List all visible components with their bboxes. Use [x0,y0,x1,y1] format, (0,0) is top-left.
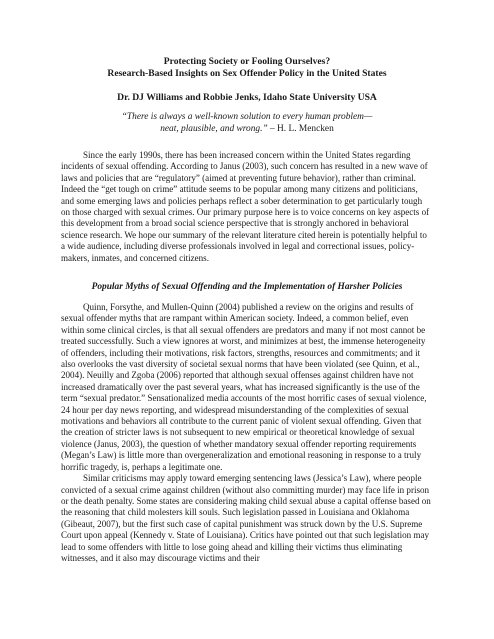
epigraph [60,112,434,135]
document-title [60,56,434,79]
epigraph-quote-end: neat, plausible, and wrong.” [160,123,268,134]
epigraph-line-1: “There is always a well-known solution to every human problem— [121,112,373,122]
section-heading: Popular Myths of Sexual Offending and the Implementation of Harsher Policies [91,282,403,292]
intro-paragraph: Since the early 1990s, there has been increased concern within the United States regarding incidents of sexual offending. According to Janus (2003), such concern has resulted in a new wave of laws and policies that are “regulatory” (aimed at preventing future behavior), rather than criminal. Indeed the “get tough on crime” attitude seems to be popular among many citizens and politicians, and some emerging laws and policies perhaps reflect a sober determination to get particularly tough on those charged with sexual crimes. Our primary purpose here is to voice concerns on key aspects of this development from a broad social science perspective that is strongly anchored in behavioral science research. We hope our summary of the relevant literature cited herein is potentially helpful to a wide audience, including diverse professionals involved in legal and correctional issues, policy-makers, inmates, and concerned citizens. [61,150,430,263]
epigraph-line-2 [60,124,434,136]
epigraph-attribution: – H. L. Mencken [267,123,334,134]
section-paragraph-2: Similar criticisms may apply toward emerging sentencing laws (Jessica’s Law), where people convicted of a sexual crime against children (without also committing murder) may face life in prison or the death penalty. Some states are considering making child sexual abuse a capital offense based on the reasoning that child molesters kill souls. Such legislation passed in Louisiana and Oklahoma (Gibeaut, 2007), but the first such case of capital punishment was struck down by the U.S. Supreme Court upon appeal (Kennedy v. State of Louisiana). Critics have pointed out that such legislation may lead to some offenders with little to lose going ahead and killing their victims thus eliminating witnesses, and it also may discourage victims and their [61,473,431,563]
intro-paragraph-block [61,150,433,264]
title-line-2: Research-Based Insights on Sex Offender Policy in the United States [107,67,387,79]
section-paragraph-1: Quinn, Forsythe, and Mullen-Quinn (2004) published a review on the origins and results of sexual offender myths that are rampant within American society. Indeed, a common belief, even within some clinical circles, is that all sexual offenders are predators and many if not most cannot be treated successfully. Such a view ignores at worst, and minimizes at best, the immense heterogeneity of offenders, including their motivations, risk factors, strengths, resources and commitments; and it also overlooks the vast diversity of societal sexual norms that have been violated (see Quinn, et al., 2004). Neuilly and Zgoba (2006) reported that although sexual offenses against children have not increased dramatically over the past several years, what has increased significantly is the use of the term “sexual predator.” Sensationalized media accounts of the most horrific cases of sexual violence, 24 hour per day news reporting, and widespread misunderstanding of the complexities of sexual motivations and behaviors all contribute to the current panic of violent sexual offending. Given that the creation of stricter laws is not subsequent to new empirical or theoretical knowledge of sexual violence (Janus, 2003), the question of whether mandatory sexual offender reporting requirements (Megan’s Law) is little more than overgeneralization and emotional reasoning in response to a truly horrific tragedy, is, perhaps a legitimate one. [61,302,427,472]
title-line-1: Protecting Society or Fooling Ourselves? [163,56,331,67]
author-byline: Dr. DJ Williams and Robbie Jenks, Idaho State University USA [117,92,377,103]
section-body [61,302,433,564]
